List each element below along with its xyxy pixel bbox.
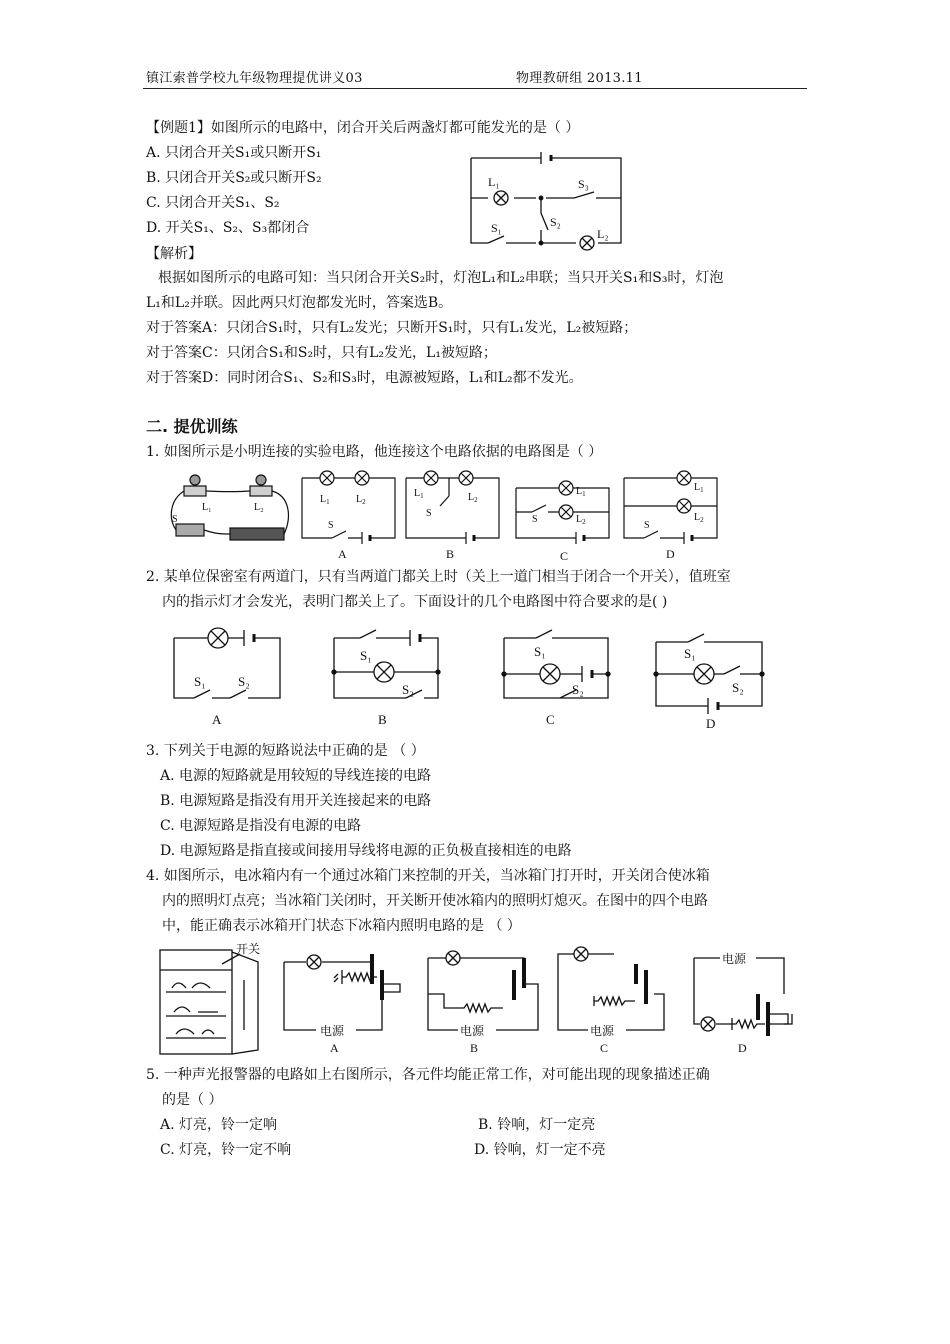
q4-option-d-circuit [688, 944, 808, 1056]
svg-text:L2: $L_2$ [356, 494, 366, 506]
fig-label-s2: S₂ [550, 215, 561, 229]
q3-text: 3. 下列关于电源的短路说法中正确的是 （ ） [146, 743, 425, 759]
q2c-s1: S₁ [534, 644, 546, 659]
example-option-c: C. 只闭合开关S₁、S₂ [146, 195, 280, 211]
q2-option-c-circuit [500, 624, 620, 732]
q2c-s2: S₂ [572, 682, 584, 697]
q1-option-d-circuit [622, 470, 720, 560]
q3-option-b: B. 电源短路是指没有用开关连接起来的电路 [160, 793, 432, 809]
example-option-d: D. 开关S₁、S₂、S₃都闭合 [146, 220, 310, 236]
q1-label-b: B [446, 547, 455, 561]
q1-photo-s: S [172, 514, 178, 525]
q2-label-d: D [706, 716, 716, 731]
q2-text-2: 内的指示灯才会发光，表明门都关上了。下面设计的几个电路图中符合要求的是( ) [162, 594, 668, 610]
svg-text:S: S [426, 508, 432, 519]
q4d-power: 电源 [722, 952, 747, 966]
svg-text:L1: $L_1$ [576, 486, 586, 498]
svg-text:S: S [532, 514, 538, 525]
q1-photo-l2: L₂ [254, 502, 264, 513]
fridge-illustration [158, 940, 270, 1056]
svg-text:L2: $L_2$ [468, 492, 478, 504]
q5-option-d: D. 铃响，灯一定不亮 [474, 1142, 606, 1158]
q2b-s1: S₁ [360, 648, 372, 663]
svg-text:L1: $L_1$ [694, 482, 704, 494]
q4-label-d: D [738, 1041, 747, 1055]
q1-option-c-circuit [514, 476, 612, 563]
q2a-s2: S₂ [238, 674, 250, 689]
q1-option-b-circuit [404, 470, 502, 560]
q4c-power: 电源 [590, 1024, 615, 1038]
analysis-line-5: 对于答案D：同时闭合S₁、S₂和S₃时，电源被短路，L₁和L₂都不发光。 [146, 370, 583, 386]
svg-text:S: S [644, 520, 650, 531]
q4-label-b: B [470, 1041, 479, 1055]
fig-label-l2: L₂ [597, 227, 609, 241]
q4-option-b-circuit [424, 944, 542, 1056]
example-option-a: A. 只闭合开关S₁或只断开S₁ [146, 145, 322, 161]
fig-label-l1: L₁ [488, 175, 500, 189]
q1-label-c: C [560, 549, 569, 563]
q2-option-b-circuit [330, 624, 450, 732]
q2-label-c: C [546, 712, 555, 727]
q4-text-2: 内的照明灯点亮；当冰箱门关闭时，开关断开使冰箱内的照明灯熄灭。在图中的四个电路 [162, 893, 708, 909]
page-header [146, 67, 806, 86]
q1-text: 1. 如图所示是小明连接的实验电路，他连接这个电路依据的电路图是（ ） [146, 444, 603, 460]
q2b-s2: S₂ [402, 682, 414, 697]
q5-text-1: 5. 一种声光报警器的电路如上右图所示，各元件均能正常工作，对可能出现的现象描述正确 [146, 1067, 710, 1083]
q2-option-a-circuit [170, 624, 290, 732]
q4a-power: 电源 [320, 1024, 345, 1038]
example-title: 【例题1】如图所示的电路中，闭合开关后两盏灯都可能发光的是（ ） [146, 120, 580, 136]
header-right: 物理教研组 2013.11 [516, 71, 643, 86]
q4-label-a: A [330, 1041, 339, 1055]
q3-option-d: D. 电源短路是指直接或间接用导线将电源的正负极直接相连的电路 [160, 843, 572, 859]
example-option-b: B. 只闭合开关S₂或只断开S₂ [146, 170, 322, 186]
q3-option-c: C. 电源短路是指没有电源的电路 [160, 818, 362, 834]
q3-option-a: A. 电源的短路就是用较短的导线连接的电路 [160, 768, 432, 784]
fig-label-s3: S₃ [578, 177, 589, 191]
q2-label-a: A [212, 712, 222, 727]
q5-text-2: 的是（ ） [162, 1092, 223, 1108]
q4b-power: 电源 [460, 1024, 485, 1038]
q2d-s2: S₂ [732, 680, 744, 695]
svg-text:L1: $L_1$ [320, 494, 330, 506]
q2-option-d-circuit [650, 624, 770, 732]
header-rule [143, 88, 807, 89]
q1-photo-circuit [166, 470, 296, 550]
q1-label-d: D [666, 547, 675, 561]
analysis-line-2: L₁和L₂并联。因此两只灯泡都发光时，答案选B。 [146, 295, 453, 311]
q1-option-a-circuit [300, 470, 398, 560]
header-left: 镇江索普学校九年级物理提优讲义03 [146, 71, 363, 86]
section-title: 二. 提优训练 [146, 417, 238, 436]
q4-text-3: 中，能正确表示冰箱开门状态下冰箱内照明电路的是 （ ） [162, 918, 521, 934]
q2-text-1: 2. 某单位保密室有两道门，只有当两道门都关上时（关上一道门相当于闭合一个开关），值班室 [146, 569, 731, 585]
svg-text:L2: $L_2$ [576, 514, 586, 526]
q4-option-a-circuit [282, 944, 412, 1056]
fridge-switch-label: 开关 [236, 942, 261, 956]
svg-text:S: S [328, 520, 334, 531]
analysis-line-1: 根据如图所示的电路可知：当只闭合开关S₂时，灯泡L₁和L₂串联；当只开关S₁和S₃时，灯泡 [158, 270, 724, 286]
analysis-line-4: 对于答案C：只闭合S₁和S₂时，只有L₂发光，L₁被短路； [146, 345, 497, 361]
svg-text:L1: $L_1$ [414, 488, 424, 500]
example-circuit-diagram [466, 148, 626, 248]
q1-photo-l1: L₁ [202, 502, 212, 513]
svg-text:L2: $L_2$ [694, 512, 704, 524]
q2d-s1: S₁ [684, 646, 696, 661]
q1-label-a: A [338, 547, 347, 561]
q5-option-c: C. 灯亮，铃一定不响 [160, 1142, 292, 1158]
analysis-title: 【解析】 [146, 246, 202, 262]
q4-label-c: C [600, 1041, 609, 1055]
analysis-line-3: 对于答案A：只闭合S₁时，只有L₂发光；只断开S₁时，只有L₁发光，L₂被短路； [146, 320, 638, 336]
fig-label-s1: S₁ [491, 221, 502, 235]
q5-option-b: B. 铃响，灯一定亮 [478, 1117, 596, 1133]
q4-option-c-circuit [554, 944, 672, 1056]
q5-option-a: A. 灯亮，铃一定响 [160, 1117, 278, 1133]
q2a-s1: S₁ [194, 674, 206, 689]
q2-label-b: B [378, 712, 387, 727]
q4-text-1: 4. 如图所示，电冰箱内有一个通过冰箱门来控制的开关，当冰箱门打开时，开关闭合使冰箱 [146, 868, 710, 884]
